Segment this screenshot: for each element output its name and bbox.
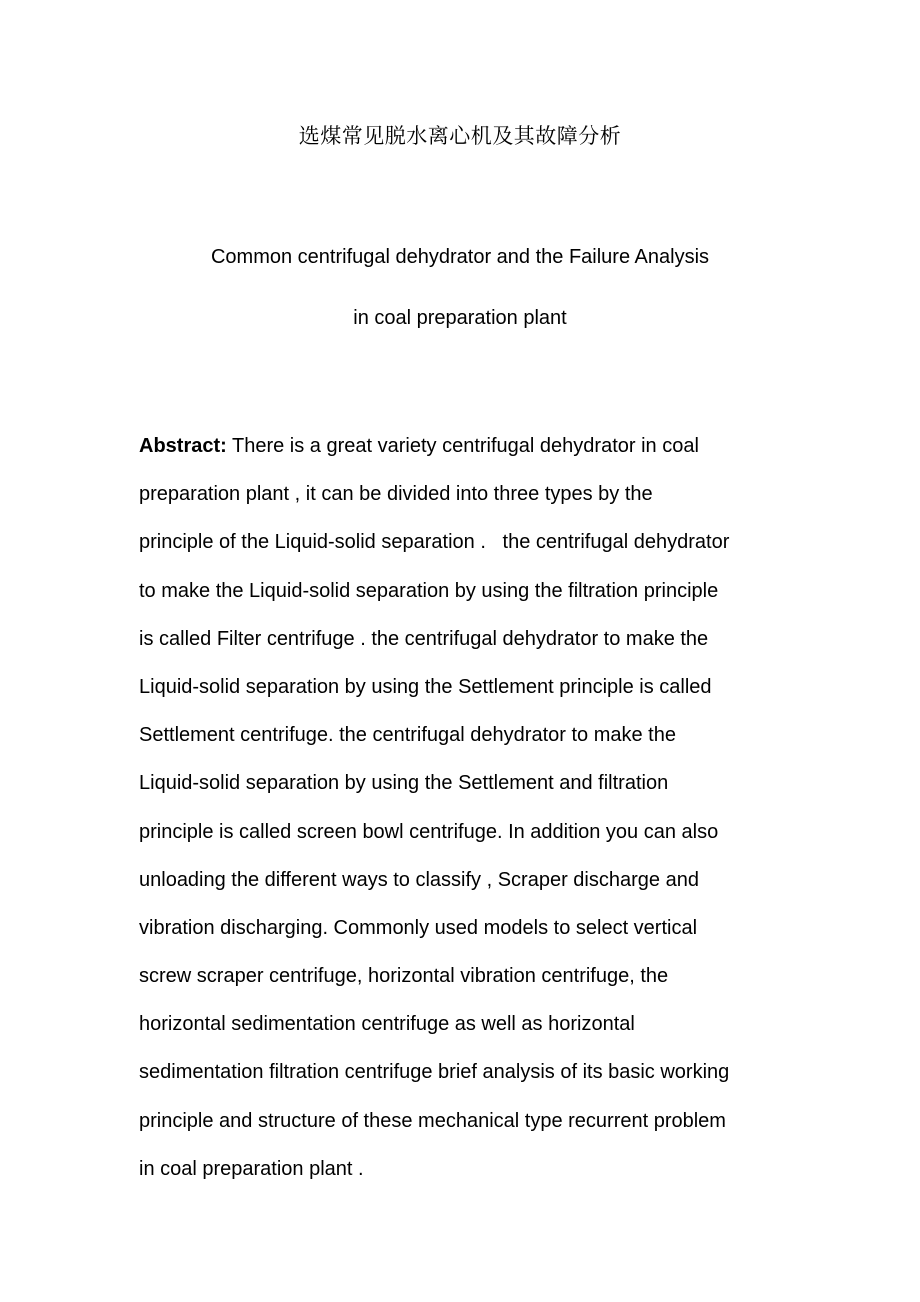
abstract-line: to make the Liquid-solid separation by using the filtration principle: [139, 579, 719, 602]
abstract-line: principle is called screen bowl centrifuge. In addition you can also: [139, 820, 719, 843]
english-title-line-1: Common centrifugal dehydrator and the Failure Analysis: [210, 246, 710, 268]
abstract-line: principle and structure of these mechanical type recurrent problem: [139, 1109, 726, 1132]
abstract-line: Settlement centrifuge. the centrifugal dehydrator to make the: [139, 724, 676, 747]
abstract-line: in coal preparation plant .: [139, 1157, 364, 1180]
abstract-line: is called Filter centrifuge . the centrifugal dehydrator to make the: [139, 627, 709, 650]
abstract-line: preparation plant , it can be divided into three types by the: [139, 483, 653, 506]
abstract-line: sedimentation filtration centrifuge brief analysis of its basic working: [139, 1061, 730, 1084]
abstract-paragraph: [139, 422, 799, 1193]
chinese-title: 选煤常见脱水离心机及其故障分析: [298, 124, 622, 148]
abstract-line: [139, 422, 799, 470]
abstract-line: vibration discharging. Commonly used models to select vertical: [139, 916, 698, 939]
abstract-label: Abstract:: [139, 435, 227, 457]
abstract-line: screw scraper centrifuge, horizontal vibration centrifuge, the: [139, 965, 669, 988]
abstract-line-text: There is a great variety centrifugal dehydrator in coal: [226, 435, 699, 457]
abstract-line: principle of the Liquid-solid separation . the centrifugal dehydrator: [139, 531, 730, 554]
abstract-line: Liquid-solid separation by using the Settlement principle is called: [139, 675, 712, 698]
english-title-line-2: in coal preparation plant: [353, 307, 567, 329]
abstract-line: horizontal sedimentation centrifuge as well as horizontal: [139, 1013, 635, 1036]
abstract-line: Liquid-solid separation by using the Settlement and filtration: [139, 772, 669, 795]
abstract-line: unloading the different ways to classify , Scraper discharge and: [139, 868, 699, 891]
